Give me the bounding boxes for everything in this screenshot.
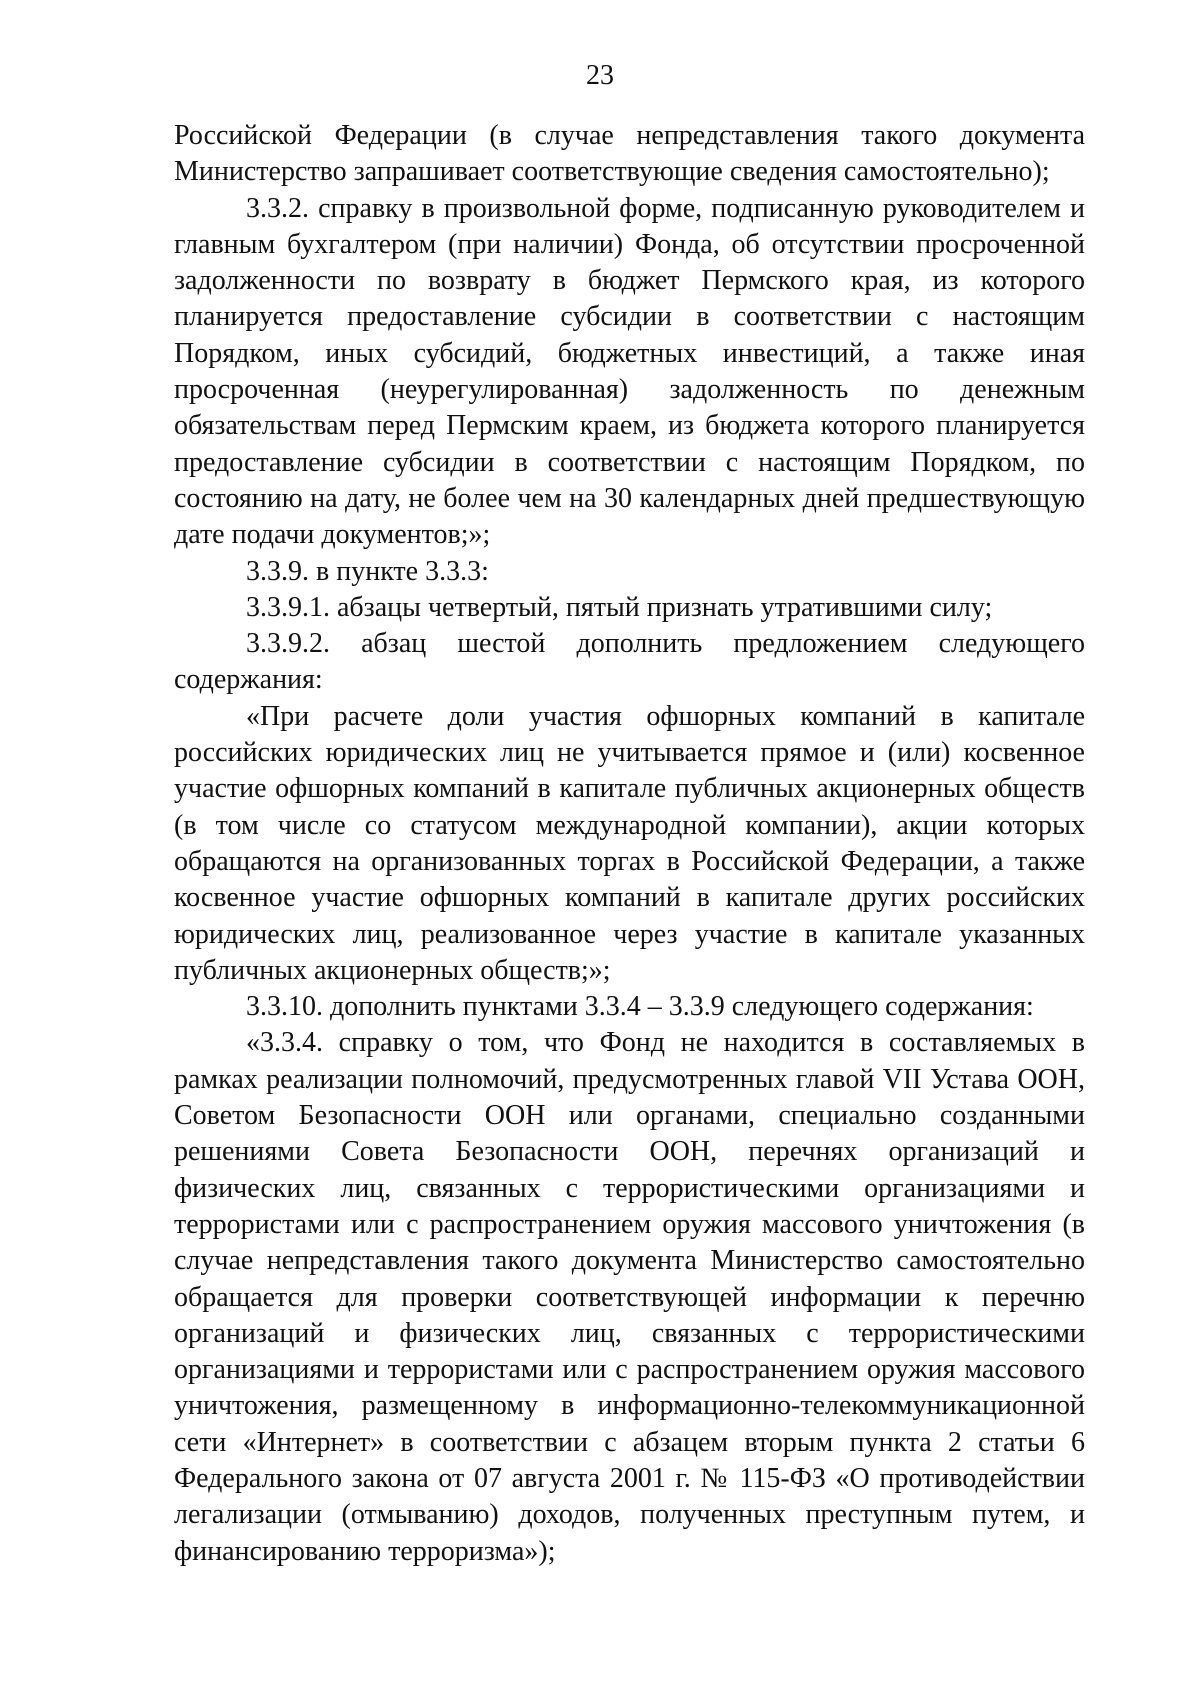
paragraph-3-3-10: 3.3.10. дополнить пунктами 3.3.4 – 3.3.9 следующего содержания: (246, 991, 1034, 1023)
paragraph-3-3-9-1: 3.3.9.1. абзацы четвертый, пятый признать утратившими силу; (246, 591, 993, 623)
paragraph-3-3-9-2: 3.3.9.2. абзац шестой дополнить предложением следующего содержания: (174, 628, 1085, 696)
paragraph-continuation: Российской Федерации (в случае непредставления такого документа Министерство запрашивает соответствующие сведения самостоятельно); (174, 120, 1085, 188)
paragraph-3-3-4: «3.3.4. справку о том, что Фонд не находится в составляемых в рамках реализации полномочий, предусмотренных главой VII Устава ООН, Советом Безопасности ООН или органами, специально созданными решениями Совета Безопасности ООН, перечнях организаций и физических лиц, связанных с террористическими организациями и террористами или с распространением оружия массового уничтожения (в случае непредставления такого документа Министерство самостоятельно обращается для проверки соответствующей информации к перечню организаций и физических лиц, связанных с террористическими организациями и террористами или с распространением оружия массового уничтожения, размещенному в информационно-телекоммуникационной сети «Интернет» в соответствии с абзацем вторым пункта 2 статьи 6 Федерального закона от 07 августа 2001 г. № 115-ФЗ «О противодействии легализации (отмыванию) доходов, полученных преступным путем, и финансированию терроризма»); (174, 1027, 1085, 1567)
paragraph-3-3-2: 3.3.2. справку в произвольной форме, подписанную руководителем и главным бухгалтером (при наличии) Фонда, об отсутствии просроченной задолженности по возврату в бюджет Пермского края, из которого планируется предоставление субсидии в соответствии с настоящим Порядком, иных субсидий, бюджетных инвестиций, а также иная просроченная (неурегулированная) задолженность по денежным обязательствам перед Пермским краем, из бюджета которого планируется предоставление субсидии в соответствии с настоящим Порядком, по состоянию на дату, не более чем на 30 календарных дней предшествующую дате подачи документов;»; (174, 192, 1085, 551)
document-body (174, 118, 1085, 1570)
paragraph-3-3-9: 3.3.9. в пункте 3.3.3: (246, 555, 489, 587)
page-number: 23 (586, 60, 614, 91)
paragraph-offshore-quote: «При расчете доли участия офшорных компаний в капитале российских юридических лиц не учитывается прямое и (или) косвенное участие офшорных компаний в капитале публичных акционерных обществ (в том числе со статусом международной компании), акции которых обращаются на организованных торгах в Российской Федерации, а также косвенное участие офшорных компаний в капитале других российских юридических лиц, реализованное через участие в капитале указанных публичных акционерных обществ;»; (174, 700, 1085, 986)
